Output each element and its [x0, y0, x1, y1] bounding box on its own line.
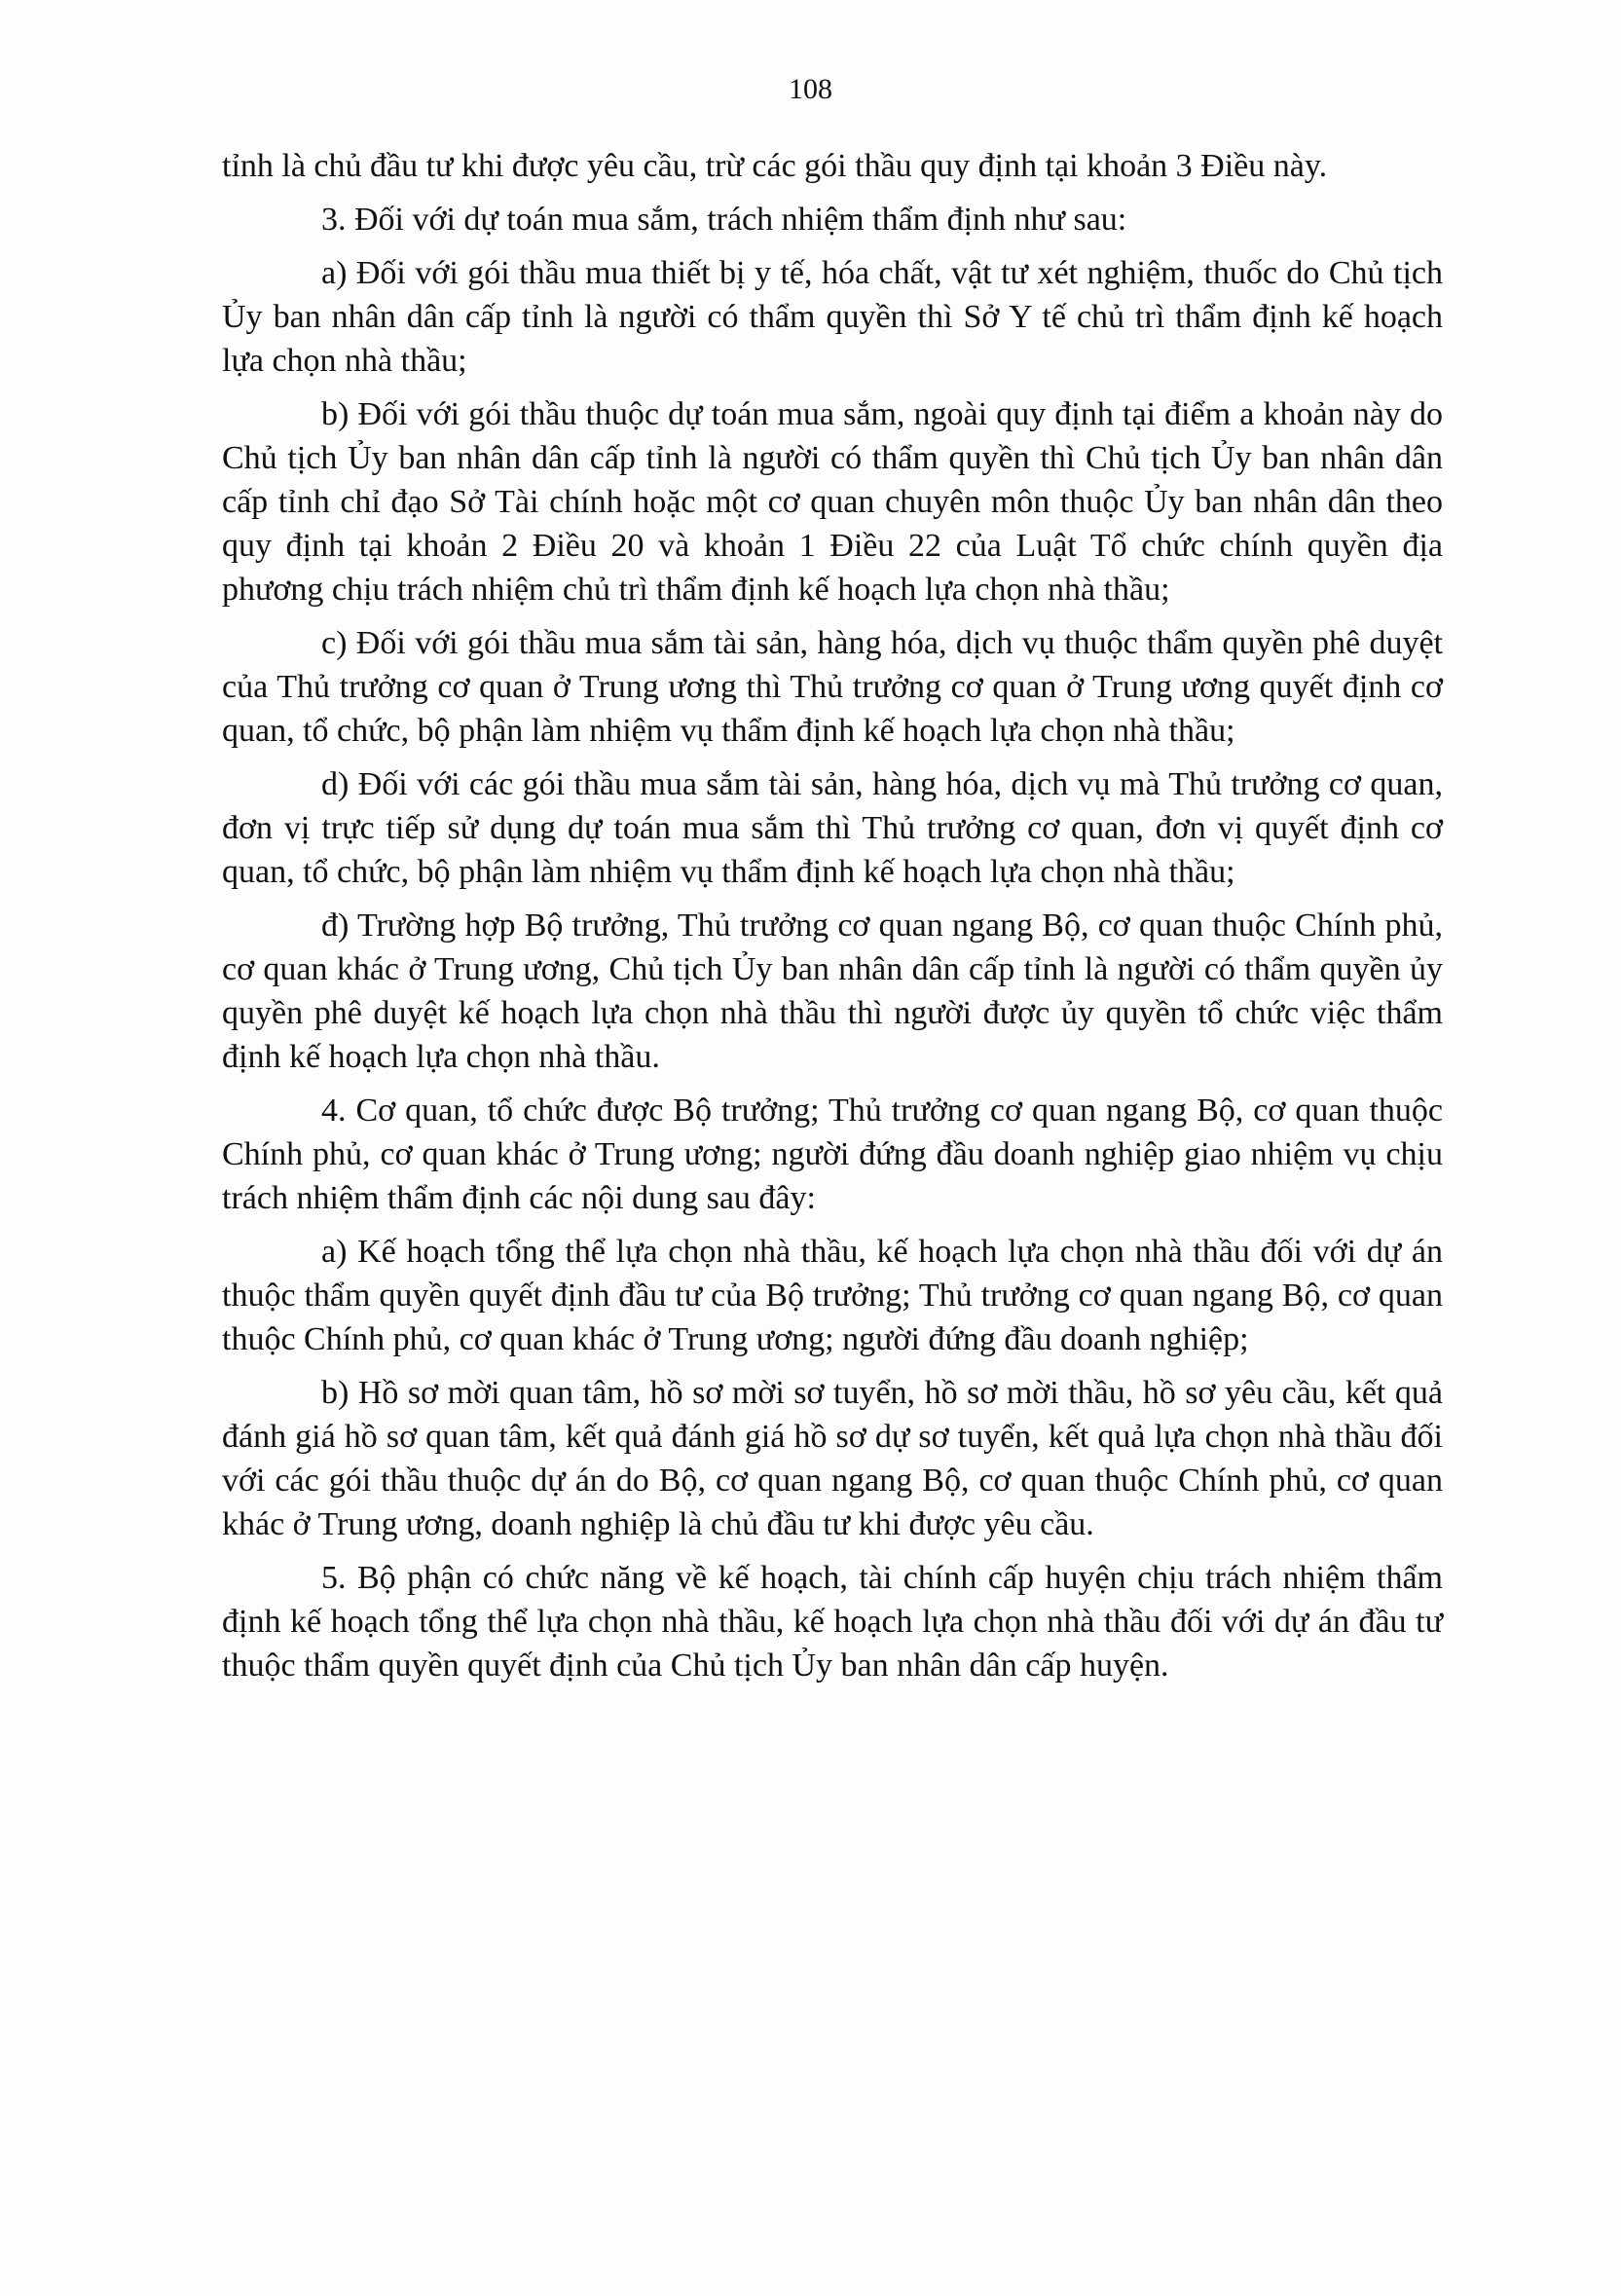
paragraph-clause-3c: c) Đối với gói thầu mua sắm tài sản, hàng hóa, dịch vụ thuộc thẩm quyền phê duyệt của Thủ trưởng cơ quan ở Trung ương thì Thủ trưởng cơ quan ở Trung ương quyết định cơ quan, tổ chức, bộ phận làm nhiệm vụ thẩm định kế hoạch lựa chọn nhà thầu; — [222, 625, 1443, 749]
paragraph-continuation: tỉnh là chủ đầu tư khi được yêu cầu, trừ các gói thầu quy định tại khoản 3 Điều này. — [222, 148, 1328, 184]
paragraph-clause-3b: b) Đối với gói thầu thuộc dự toán mua sắm, ngoài quy định tại điểm a khoản này do Chủ tịch Ủy ban nhân dân cấp tỉnh là người có thẩm quyền thì Chủ tịch Ủy ban nhân dân cấp tỉnh chỉ đạo Sở Tài chính hoặc một cơ quan chuyên môn thuộc Ủy ban nhân dân theo quy định tại khoản 2 Điều 20 và khoản 1 Điều 22 của Luật Tổ chức chính quyền địa phương chịu trách nhiệm chủ trì thẩm định kế hoạch lựa chọn nhà thầu; — [222, 396, 1443, 608]
paragraph-clause-4b: b) Hồ sơ mời quan tâm, hồ sơ mời sơ tuyển, hồ sơ mời thầu, hồ sơ yêu cầu, kết quả đánh giá hồ sơ quan tâm, kết quả đánh giá hồ sơ dự sơ tuyển, kết quả lựa chọn nhà thầu đối với các gói thầu thuộc dự án do Bộ, cơ quan ngang Bộ, cơ quan thuộc Chính phủ, cơ quan khác ở Trung ương, doanh nghiệp là chủ đầu tư khi được yêu cầu. — [222, 1375, 1443, 1542]
page-body — [222, 144, 1443, 1697]
paragraph-clause-4: 4. Cơ quan, tổ chức được Bộ trưởng; Thủ trưởng cơ quan ngang Bộ, cơ quan thuộc Chính phủ, cơ quan khác ở Trung ương; người đứng đầu doanh nghiệp giao nhiệm vụ chịu trách nhiệm thẩm định các nội dung sau đây: — [222, 1092, 1443, 1216]
paragraph-clause-4a: a) Kế hoạch tổng thể lựa chọn nhà thầu, kế hoạch lựa chọn nhà thầu đối với dự án thuộc thẩm quyền quyết định đầu tư của Bộ trưởng; Thủ trưởng cơ quan ngang Bộ, cơ quan thuộc Chính phủ, cơ quan khác ở Trung ương; người đứng đầu doanh nghiệp; — [222, 1234, 1443, 1357]
paragraph-clause-5: 5. Bộ phận có chức năng về kế hoạch, tài chính cấp huyện chịu trách nhiệm thẩm định kế hoạch tổng thể lựa chọn nhà thầu, kế hoạch lựa chọn nhà thầu đối với dự án đầu tư thuộc thẩm quyền quyết định của Chủ tịch Ủy ban nhân dân cấp huyện. — [222, 1560, 1443, 1684]
paragraph-clause-3a: a) Đối với gói thầu mua thiết bị y tế, hóa chất, vật tư xét nghiệm, thuốc do Chủ tịch Ủy ban nhân dân cấp tỉnh là người có thẩm quyền thì Sở Y tế chủ trì thẩm định kế hoạch lựa chọn nhà thầu; — [222, 255, 1443, 379]
paragraph-clause-3: 3. Đối với dự toán mua sắm, trách nhiệm thẩm định như sau: — [321, 202, 1127, 238]
paragraph-clause-3d: d) Đối với các gói thầu mua sắm tài sản, hàng hóa, dịch vụ mà Thủ trưởng cơ quan, đơn vị trực tiếp sử dụng dự toán mua sắm thì Thủ trưởng cơ quan, đơn vị quyết định cơ quan, tổ chức, bộ phận làm nhiệm vụ thẩm định kế hoạch lựa chọn nhà thầu; — [222, 766, 1443, 890]
page-number: 108 — [789, 73, 832, 105]
paragraph-clause-3dd: đ) Trường hợp Bộ trưởng, Thủ trưởng cơ quan ngang Bộ, cơ quan thuộc Chính phủ, cơ quan khác ở Trung ương, Chủ tịch Ủy ban nhân dân cấp tỉnh là người có thẩm quyền ủy quyền phê duyệt kế hoạch lựa chọn nhà thầu thì người được ủy quyền tổ chức việc thẩm định kế hoạch lựa chọn nhà thầu. — [222, 907, 1443, 1075]
